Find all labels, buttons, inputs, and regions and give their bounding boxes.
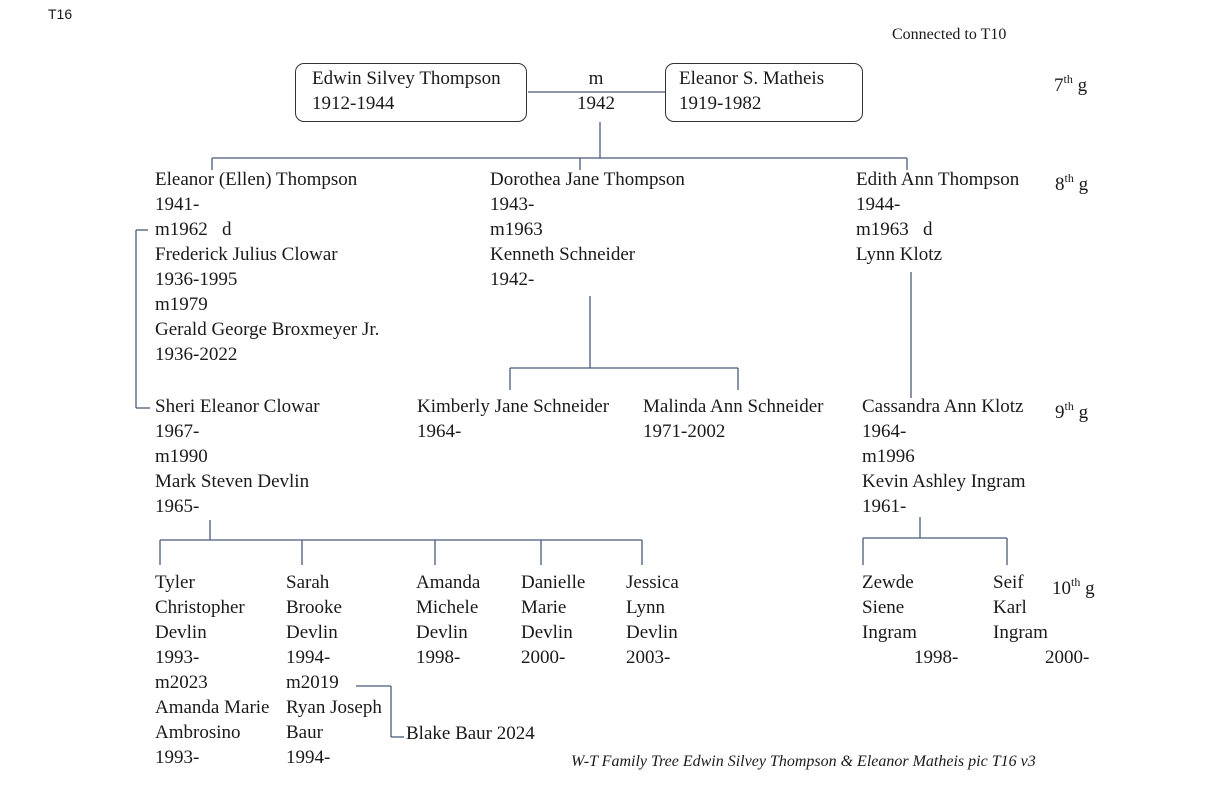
entry-line: Sarah <box>286 572 330 593</box>
entry-line: m1963 <box>490 219 543 240</box>
grandchild-sheri <box>155 394 320 519</box>
husband-years: 1912-1944 <box>312 93 395 114</box>
ggchild-tyler <box>155 570 269 770</box>
wife-name: Eleanor S. Matheis <box>679 68 825 89</box>
entry-line: Marie <box>521 597 567 618</box>
caption: W-T Family Tree Edwin Silvey Thompson & Eleanor Matheis pic T16 v3 <box>571 753 1036 770</box>
ggchild-jessica <box>626 570 679 670</box>
entry-line: Devlin <box>416 622 468 643</box>
entry-line: Siene <box>862 597 905 618</box>
child-eleanor <box>155 167 379 367</box>
entry-line: Edith Ann Thompson <box>856 169 1020 190</box>
root-marriage <box>577 66 615 116</box>
entry-line: Ambrosino <box>155 722 241 743</box>
child-dorothea <box>490 167 685 292</box>
entry-line: 1943- <box>490 194 535 215</box>
entry-line: 1993- <box>155 747 200 768</box>
entry-line: Amanda <box>416 572 481 593</box>
entry-line: 1941- <box>155 194 200 215</box>
entry-line: 1967- <box>155 421 200 442</box>
entry-line: 1936-2022 <box>155 344 238 365</box>
grandchild-cassandra <box>862 394 1026 519</box>
entry-line: 1964- <box>862 421 907 442</box>
entry-line: Ingram <box>993 622 1048 643</box>
ggchild-seif <box>993 570 1048 645</box>
connected-note: Connected to T10 <box>892 26 1007 43</box>
entry-line: Devlin <box>155 622 207 643</box>
gggchild-blake: Blake Baur 2024 <box>406 723 535 744</box>
entry-line: m2019 <box>286 672 339 693</box>
entry-line: Danielle <box>521 572 586 593</box>
entry-line: Brooke <box>286 597 342 618</box>
ggchild-zewde-year: 1998- <box>914 647 959 668</box>
wife-entry <box>679 66 824 116</box>
entry-line: 2003- <box>626 647 671 668</box>
entry-line: Jessica <box>626 572 679 593</box>
entry-line: Michele <box>416 597 479 618</box>
entry-line: Mark Steven Devlin <box>155 471 310 492</box>
generation-label-7: 7th g <box>1054 72 1088 96</box>
page-code: T16 <box>48 6 73 22</box>
grandchild-malinda <box>643 394 823 444</box>
entry-line: 1942- <box>490 269 535 290</box>
entry-line: Kimberly Jane Schneider <box>417 396 610 417</box>
marriage-label: m <box>588 68 604 89</box>
husband-entry <box>312 66 501 116</box>
ggchild-seif-year: 2000- <box>1045 647 1090 668</box>
entry-line: Eleanor (Ellen) Thompson <box>155 169 358 190</box>
entry-line: m2023 <box>155 672 208 693</box>
ggchild-danielle <box>521 570 585 670</box>
entry-line: Kevin Ashley Ingram <box>862 471 1026 492</box>
entry-line: 1965- <box>155 496 200 517</box>
entry-line: 1998- <box>416 647 461 668</box>
entry-line: 1994- <box>286 747 331 768</box>
entry-line: Gerald George Broxmeyer Jr. <box>155 319 380 340</box>
child-edith <box>856 167 1019 267</box>
husband-name: Edwin Silvey Thompson <box>312 68 501 89</box>
entry-line: m1979 <box>155 294 208 315</box>
ggchild-sarah <box>286 570 382 770</box>
entry-line: 1936-1995 <box>155 269 238 290</box>
entry-line: 1971-2002 <box>643 421 726 442</box>
generation-label-8: 8th g <box>1055 171 1089 195</box>
entry-line: 2000- <box>521 647 566 668</box>
entry-line: Devlin <box>521 622 573 643</box>
entry-line: Kenneth Schneider <box>490 244 636 265</box>
entry-line: Lynn <box>626 597 666 618</box>
entry-line: Frederick Julius Clowar <box>155 244 338 265</box>
wife-years: 1919-1982 <box>679 93 762 114</box>
entry-line: Ryan Joseph <box>286 697 382 718</box>
entry-line: m1990 <box>155 446 208 467</box>
entry-line: 1994- <box>286 647 331 668</box>
entry-line: Sheri Eleanor Clowar <box>155 396 320 417</box>
generation-label-9: 9th g <box>1055 399 1089 423</box>
entry-line: m1962 d <box>155 219 232 240</box>
generation-label-10: 10th g <box>1052 575 1095 599</box>
entry-line: 1993- <box>155 647 200 668</box>
entry-line: Malinda Ann Schneider <box>643 396 824 417</box>
entry-line: m1963 d <box>856 219 933 240</box>
entry-line: 1944- <box>856 194 901 215</box>
entry-line: Seif <box>993 572 1024 593</box>
entry-line: m1996 <box>862 446 915 467</box>
entry-line: 1961- <box>862 496 907 517</box>
marriage-year: 1942 <box>577 93 615 114</box>
entry-line: Cassandra Ann Klotz <box>862 396 1024 417</box>
entry-line: Zewde <box>862 572 914 593</box>
entry-line: Amanda Marie <box>155 697 270 718</box>
entry-line: Devlin <box>626 622 678 643</box>
entry-line: Lynn Klotz <box>856 244 943 265</box>
grandchild-kimberly <box>417 394 609 444</box>
entry-line: 1964- <box>417 421 462 442</box>
ggchild-amanda <box>416 570 480 670</box>
entry-line: Christopher <box>155 597 245 618</box>
entry-line: Baur <box>286 722 323 743</box>
entry-line: Tyler <box>155 572 195 593</box>
entry-line: Ingram <box>862 622 917 643</box>
entry-line: Devlin <box>286 622 338 643</box>
ggchild-zewde <box>862 570 917 645</box>
entry-line: Karl <box>993 597 1027 618</box>
entry-line: Dorothea Jane Thompson <box>490 169 685 190</box>
